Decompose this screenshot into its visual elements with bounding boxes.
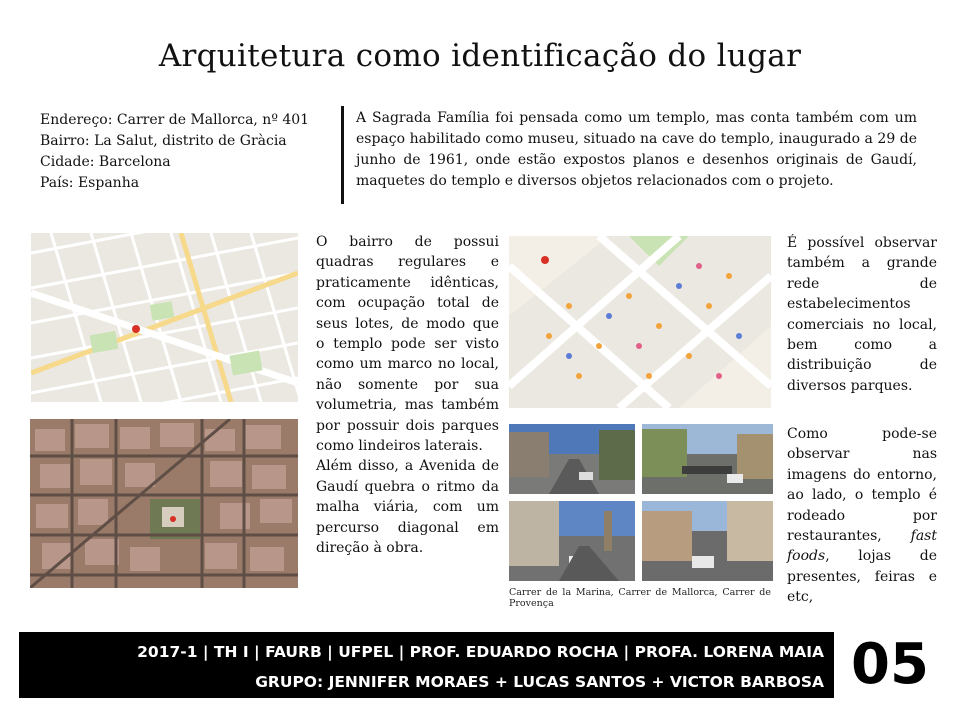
- address-block: [40, 110, 330, 194]
- satellite-image: [30, 419, 298, 588]
- surroundings-description: [787, 424, 937, 608]
- address-line: Endereço: Carrer de Mallorca, nº 401: [40, 112, 310, 128]
- street-map-image: [31, 233, 298, 402]
- street-photo: [642, 501, 773, 581]
- page-number: 05: [851, 632, 929, 697]
- country-line: País: Espanha: [40, 175, 140, 191]
- photo-caption: Carrer de la Marina, Carrer de Mallorca, Carrer de Provença: [509, 587, 771, 609]
- text-run: , lojas de presentes, feiras e etc,: [787, 548, 937, 606]
- neighborhood-line: Bairro: La Salut, distrito de Gràcia: [40, 133, 287, 149]
- footer-bar: [19, 632, 834, 698]
- page-title: Arquitetura como identificação do lugar: [158, 38, 802, 74]
- intro-paragraph: A Sagrada Família foi pensada como um templo, mas conta também com um espaço habilitado como museu, situado na cave do templo, inaugurado a 29 de junho de 1961, onde estão expostos planos e desenhos originais de Gaudí, maquetes do templo e diversos objetos relacionados com o projeto.: [356, 110, 917, 189]
- text-run: Como pode-se observar nas imagens do entorno, ao lado, o templo é rodeado por restaurantes,: [787, 426, 937, 545]
- text-run-italic: fast foods: [787, 528, 937, 565]
- street-photo: [509, 424, 635, 494]
- street-photo: [509, 501, 635, 581]
- commerce-description: É possível observar também a grande rede de estabelecimentos comerciais no local, bem como a distribuição de diversos parques.: [787, 235, 937, 394]
- poi-map-image: [509, 236, 771, 408]
- divider-line: [341, 106, 344, 204]
- commercial-map: [509, 236, 771, 408]
- group-info: GRUPO: JENNIFER MORAES + LUCAS SANTOS + VICTOR BARBOSA: [255, 673, 824, 691]
- course-info: 2017-1 | TH I | FAURB | UFPEL | PROF. EDUARDO ROCHA | PROFA. LORENA MAIA: [137, 643, 824, 661]
- neighborhood-description: [316, 232, 499, 559]
- city-line: Cidade: Barcelona: [40, 154, 171, 170]
- paragraph: O bairro de possui quadras regulares e praticamente idênticas, com ocupação total de seus lotes, de modo que o templo pode ser visto como um marco no local, não somente por sua volumetria, mas também por possuir dois parques como lindeiros laterais.: [316, 234, 499, 455]
- paragraph: Além disso, a Avenida de Gaudí quebra o ritmo da malha viária, com um percurso diagonal em direção à obra.: [316, 458, 499, 557]
- street-photo: [642, 424, 773, 494]
- neighborhood-map: [31, 233, 298, 402]
- aerial-view: [30, 419, 298, 588]
